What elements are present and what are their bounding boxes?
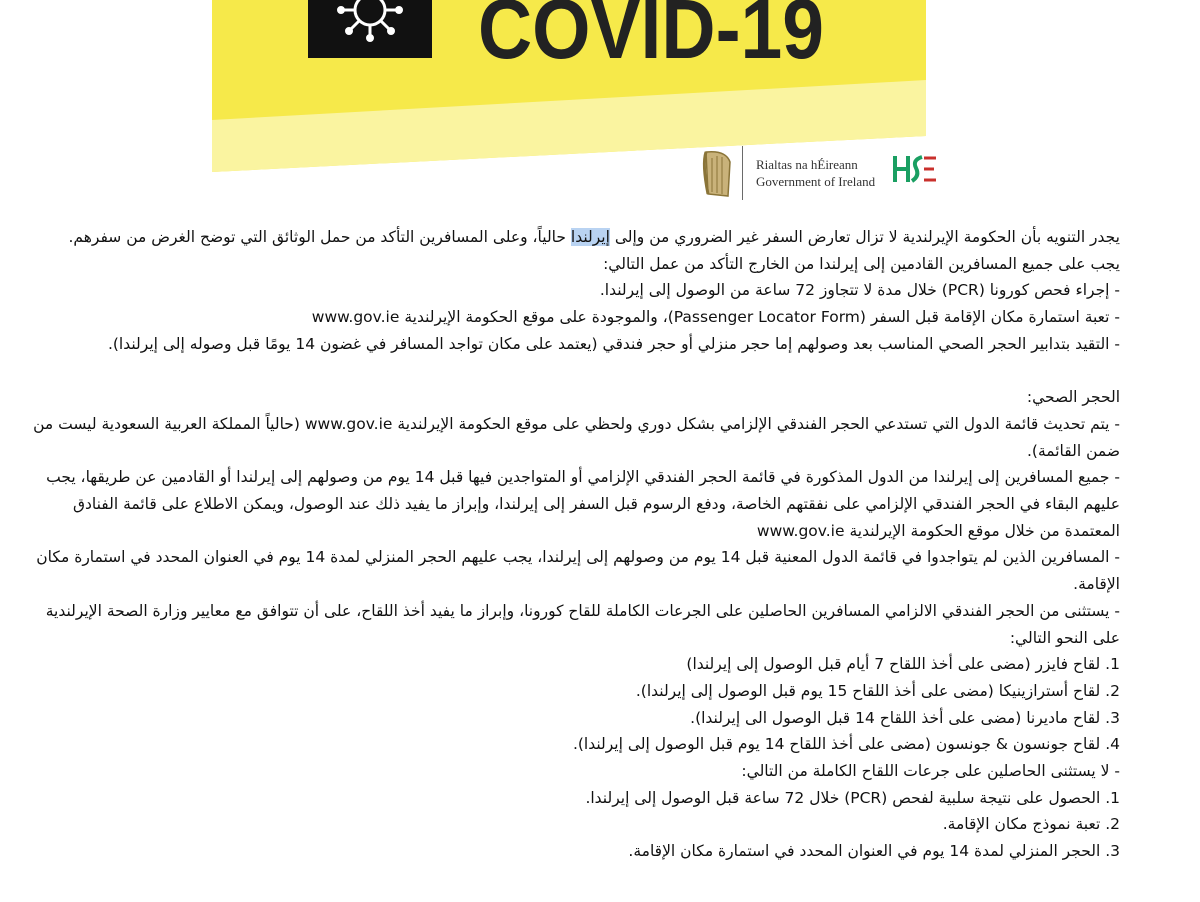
quarantine-item: - المسافرين الذين لم يتواجدوا في قائمة الدول المعنية قبل 14 يوم من وصولهم إلى إيرلندا، يجب عليهم الحجر المنزلي لمدة 14 يوم في العنوان المحدد في استمارة مكان الإقامة. bbox=[36, 548, 1120, 594]
vaccine-item: 1. لقاح فايزر (مضى على أخذ اللقاح 7 أيام قبل الوصول إلى إيرلندا) bbox=[686, 655, 1120, 674]
harp-icon bbox=[700, 148, 734, 200]
intro-paragraph bbox=[30, 224, 1120, 251]
quarantine-heading: الحجر الصحي: bbox=[1026, 388, 1120, 407]
gov-name-irish: Rialtas na hÉireann bbox=[756, 157, 858, 172]
paragraph-gap bbox=[30, 358, 1120, 385]
intro-text-start: يجدر التنويه بأن الحكومة الإيرلندية لا تزال تعارض السفر غير الضروري من وإلى bbox=[609, 228, 1120, 246]
requirement-item: - تعبة استمارة مكان الإقامة قبل السفر (Passenger Locator Form)، والموجودة على موقع الحكومة الإيرلندية www.gov.ie bbox=[311, 308, 1120, 327]
quarantine-item: - يستثنى من الحجر الفندقي الالزامي المسافرين الحاصلين على الجرعات الكاملة للقاح كورونا، وإبراز ما يفيد أخذ اللقاح، على أن تتوافق مع معايير وزارة الصحة الإيرلندية على النحو التالي: bbox=[45, 601, 1120, 647]
not-exempt-heading: - لا يستثنى الحاصلين على جرعات اللقاح الكاملة من التالي: bbox=[741, 762, 1120, 781]
selected-word[interactable]: إيرلندا bbox=[570, 228, 610, 246]
gov-ireland-logo bbox=[756, 156, 875, 190]
quarantine-item: - يتم تحديث قائمة الدول التي تستدعي الحجر الفندقي الإلزامي بشكل دوري ولحظي على موقع الحكومة الإيرلندية www.gov.ie (حالياً المملكة العربية السعودية ليست من ضمن القائمة). bbox=[33, 414, 1120, 460]
not-exempt-item: 3. الحجر المنزلي لمدة 14 يوم في العنوان المحدد في استمارة مكان الإقامة. bbox=[628, 842, 1120, 861]
vaccine-item: 2. لقاح أسترازينيكا (مضى على أخذ اللقاح 15 يوم قبل الوصول إلى إيرلندا). bbox=[635, 681, 1120, 700]
requirement-item: - التقيد بتدابير الحجر الصحي المناسب بعد وصولهم إما حجر منزلي أو حجر فندقي (يعتمد على مكان تواجد المسافر في غضون 14 يومًا قبل وصوله إلى إيرلندا). bbox=[107, 334, 1120, 353]
vaccine-item: 4. لقاح جونسون & جونسون (مضى على أخذ اللقاح 14 يوم قبل الوصول إلى إيرلندا). bbox=[572, 735, 1120, 754]
not-exempt-item: 1. الحصول على نتيجة سلبية لفحص (PCR) خلال 72 ساعة قبل الوصول إلى إيرلندا. bbox=[585, 788, 1120, 807]
requirements-heading: يجب على جميع المسافرين القادمين إلى إيرلندا من الخارج التأكد من عمل التالي: bbox=[603, 254, 1120, 273]
banner-title: COVID-19 bbox=[478, 0, 824, 76]
logos-row bbox=[700, 142, 940, 206]
vaccine-item: 3. لقاح مادیرنا (مضى على أخذ اللقاح 14 قبل الوصول الى إيرلندا). bbox=[690, 708, 1120, 727]
gov-name-english: Government of Ireland bbox=[756, 174, 876, 189]
hse-logo-icon bbox=[892, 152, 938, 186]
covid-banner bbox=[0, 0, 1200, 210]
intro-text-end: حالياً، وعلى المسافرين التأكد من حمل الوثائق التي توضح الغرض من سفرهم. bbox=[68, 228, 571, 246]
requirement-item: - إجراء فحص كورونا (PCR) خلال مدة لا تتجاوز 72 ساعة من الوصول إلى إيرلندا. bbox=[599, 281, 1120, 300]
not-exempt-item: 2. تعبة نموذج مكان الإقامة. bbox=[942, 815, 1120, 834]
quarantine-item: - جميع المسافرين إلى إيرلندا من الدول المذكورة في قائمة الحجر الفندقي الإلزامي أو المتواجدين فيها قبل 14 يوم من وصولهم إلى إيرلندا أو القادمين عن طريقها، يجب عليهم البقاء في الحجر الفندقي الإلزامي على نفقتهم الخاصة، ودفع الرسوم قبل السفر إلى إيرلندا، وإبراز ما يفيد ذلك عند الوصول، ويمكن الاطلاع على قائمة الفنادق المعتمدة من خلال موقع الحكومة الإيرلندية www.gov.ie bbox=[46, 468, 1120, 540]
logo-divider bbox=[742, 146, 743, 200]
advisory-document bbox=[30, 224, 1120, 865]
